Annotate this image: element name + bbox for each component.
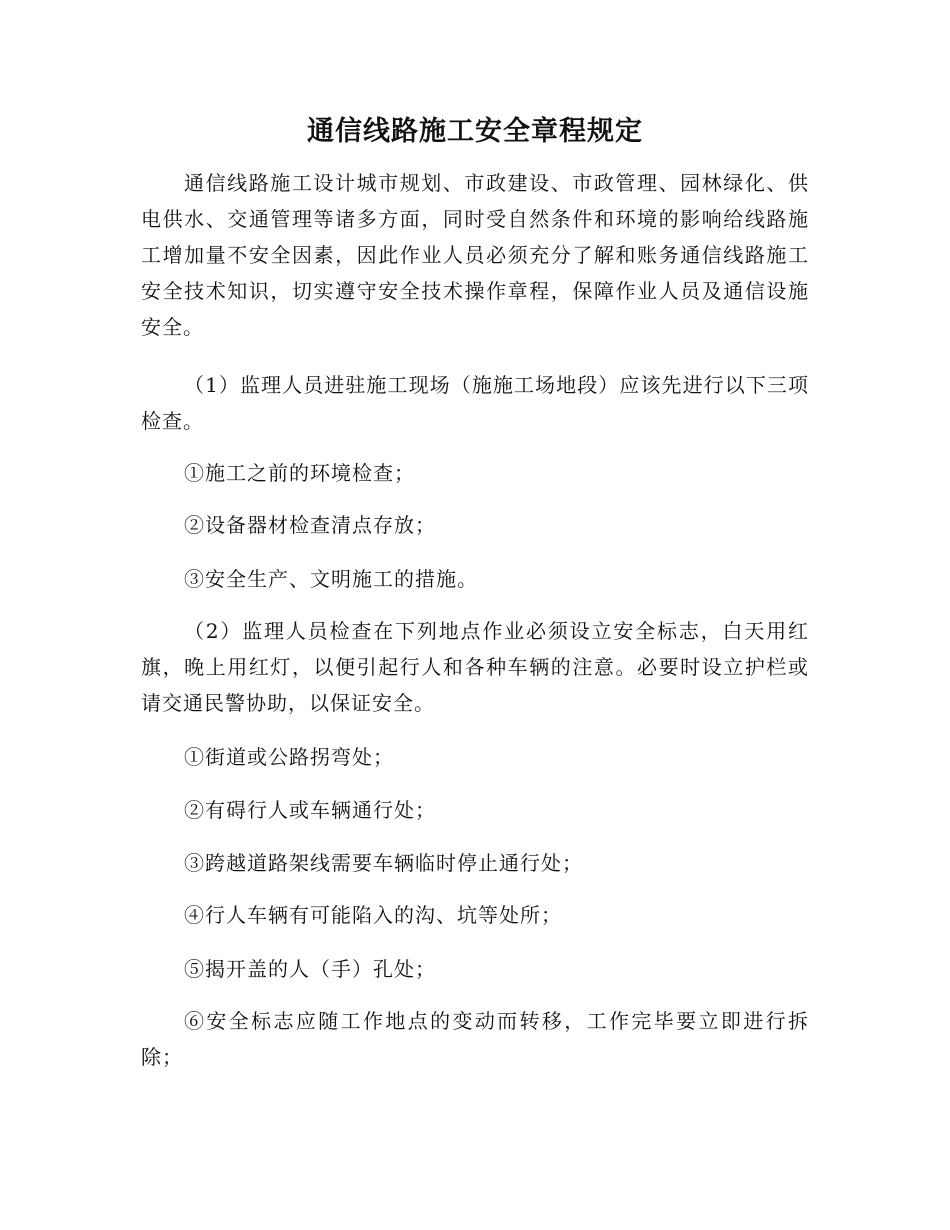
section-2-item-1: ①街道或公路拐弯处； bbox=[184, 745, 394, 769]
section-2-item-3: ③跨越道路架线需要车辆临时停止通行处； bbox=[184, 851, 583, 875]
section-2-heading: （2）监理人员检查在下列地点作业必须设立安全标志，白天用红旗，晚上用红灯，以便引起行人和各种车辆的注意。必要时设立护栏或请交通民警协助，以保证安全。 bbox=[141, 619, 809, 715]
section-1-item-2: ②设备器材检查清点存放； bbox=[184, 513, 436, 537]
section-1-item-1: ①施工之前的环境检查； bbox=[184, 461, 415, 485]
section-2-item-2: ②有碍行人或车辆通行处； bbox=[184, 798, 436, 822]
section-2-item-4: ④行人车辆有可能陷入的沟、坑等处所； bbox=[184, 903, 562, 927]
intro-paragraph: 通信线路施工设计城市规划、市政建设、市政管理、园林绿化、供电供水、交通管理等诸多方面，同时受自然条件和环境的影响给线路施工增加量不安全因素，因此作业人员必须充分了解和账务通信线路施工安全技术知识，切实遵守安全技术操作章程，保障作业人员及通信设施安全。 bbox=[141, 171, 809, 339]
section-2-item-5: ⑤揭开盖的人（手）孔处； bbox=[184, 957, 436, 981]
section-2-item-6: ⑥安全标志应随工作地点的变动而转移，工作完毕要立即进行拆除； bbox=[141, 1009, 809, 1069]
section-1-heading: （1）监理人员进驻施工现场（施施工场地段）应该先进行以下三项检查。 bbox=[141, 373, 809, 433]
section-1-item-3: ③安全生产、文明施工的措施。 bbox=[184, 567, 478, 591]
document-title: 通信线路施工安全章程规定 bbox=[307, 116, 643, 147]
